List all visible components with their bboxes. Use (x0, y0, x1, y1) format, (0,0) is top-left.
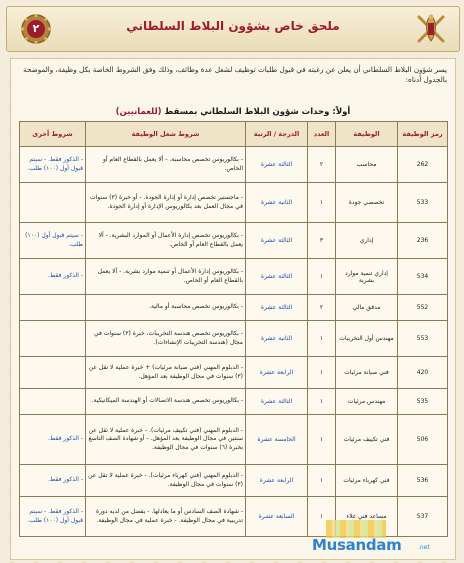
cell-grade: الثانية عشرة (246, 321, 308, 357)
cell-requirements: - بكالوريوس تخصص هندسة التخريبات، خبرة (٣) سنوات في مجال (هندسة التخريبات الإنشاءات). (86, 321, 246, 357)
table-row (20, 147, 448, 183)
cell-other: - الذكور فقط. (20, 259, 86, 295)
section-heading-text: أولاً: وحدات شؤون البلاط السلطاني بمسقط (164, 107, 351, 117)
cell-other: - سيتم قبول أول (١٠٠) طلب. (20, 223, 86, 259)
table-row (20, 183, 448, 223)
cell-job: فني كهرباء مرئيات (336, 465, 398, 497)
cell-requirements: - بكالوريوس تخصص محاسبة أو مالية. (86, 295, 246, 321)
cell-other (20, 357, 86, 389)
cell-count: ٣ (308, 223, 336, 259)
cell-count: ١ (308, 259, 336, 295)
cell-requirements: - الدبلوم المهني (فني صيانة مرئيات) + خبرة عملية لا تقل عن (٣) سنوات في مجال الوظيفة بعد المؤهل. (86, 357, 246, 389)
table-row (20, 295, 448, 321)
cell-count: ١ (308, 415, 336, 465)
header-banner (6, 6, 460, 52)
announcement-body (10, 58, 456, 560)
table-row (20, 415, 448, 465)
table-row (20, 321, 448, 357)
header-job: الوظيفة (336, 122, 398, 147)
cell-requirements: - بكالوريوس تخصص محاسبة. - ألا يعمل بالقطاع العام أو الخاص. (86, 147, 246, 183)
cell-code: 420 (398, 357, 448, 389)
cell-job: فني صيانة مرئيات (336, 357, 398, 389)
watermark-site: Musandam (312, 536, 402, 554)
cell-other: - الذكور فقط. (20, 465, 86, 497)
table-row (20, 465, 448, 497)
cell-code: 553 (398, 321, 448, 357)
section-heading (19, 107, 447, 117)
cell-grade: السابعة عشرة (246, 497, 308, 537)
cell-count: ٢ (308, 147, 336, 183)
cell-job: مساعد فني غلاء (336, 497, 398, 537)
cell-code: 536 (398, 465, 448, 497)
cell-requirements: - بكالوريوس تخصص هندسة الاتصالات أو الهندسة الميكانيكية. (86, 389, 246, 415)
cell-count: ١ (308, 357, 336, 389)
cell-code: 533 (398, 183, 448, 223)
cell-requirements: - الدبلوم المهني (فني تكييف مرئيات). - خبرة عملية لا تقل عن سنتين في مجال الوظيفة بعد المؤهل. - أو شهادة الصف التاسع بخبرة (٦) سنوات في مجال الوظيفة. (86, 415, 246, 465)
cell-job: إداري (336, 223, 398, 259)
cell-requirements: - الدبلوم المهني (فني كهرباء مرئيات). - خبرة عملية لا تقل عن (٣) سنوات في مجال الوظيفة. (86, 465, 246, 497)
header-count: العدد (308, 122, 336, 147)
cell-grade: الرابعة عشرة (246, 465, 308, 497)
table-row (20, 223, 448, 259)
header-code: رمز الوظيفة (398, 122, 448, 147)
cell-grade: الثالثة عشرة (246, 389, 308, 415)
table-header-row (20, 122, 448, 147)
cell-job: إداري تنمية موارد بشرية (336, 259, 398, 295)
cell-requirements: - شهادة الصف السادس أو ما يعادلها. - يفضل من لديه دورة تدريبية في مجال الوظيفة. - خبرة عملية في مجال الوظيفة. (86, 497, 246, 537)
cell-requirements: - ماجستير تخصص إدارة أو إدارة الجودة. - أو خبرة (٣) سنوات في مجال العمل بعد بكالوريوس الإدارة أو إدارة الجودة. (86, 183, 246, 223)
page-title: ملحق خاص بشؤون البلاط السلطاني (126, 19, 340, 33)
cell-count: ١ (308, 465, 336, 497)
cell-code: 236 (398, 223, 448, 259)
cell-job: محاسب (336, 147, 398, 183)
cell-other (20, 295, 86, 321)
watermark-suffix: .net (418, 544, 430, 551)
cell-code: 535 (398, 389, 448, 415)
cell-job: مهندس أول التخريبات (336, 321, 398, 357)
cell-grade: الخامسة عشرة (246, 415, 308, 465)
page-number: ٢ (32, 22, 40, 35)
header-grade: الدرجة / الرتبة (246, 122, 308, 147)
cell-other: - الذكور فقط. - سيتم قبول أول (١٠٠) طلب. (20, 147, 86, 183)
cell-code: 262 (398, 147, 448, 183)
cell-code: 506 (398, 415, 448, 465)
table-row (20, 389, 448, 415)
table-row (20, 259, 448, 295)
cell-job: تخصصي جودة (336, 183, 398, 223)
cell-count: ١ (308, 321, 336, 357)
cell-requirements: - بكالوريوس تخصص إدارة الأعمال أو الموارد البشرية. - ألا يعمل بالقطاع العام أو الخاص. (86, 223, 246, 259)
cell-code: 537 (398, 497, 448, 537)
cell-code: 552 (398, 295, 448, 321)
cell-other (20, 321, 86, 357)
cell-other: - الذكور فقط. - سيتم قبول أول (١٠٠) طلب. (20, 497, 86, 537)
cell-count: ٢ (308, 295, 336, 321)
cell-grade: الثالثة عشرة (246, 147, 308, 183)
header-requirements: شروط شغل الوظيفة (86, 122, 246, 147)
jobs-table (19, 121, 448, 537)
cell-requirements: - بكالوريوس إدارة الأعمال أو تنمية موارد بشرية. - ألا يعمل بالقطاع العام أو الخاص. (86, 259, 246, 295)
oman-emblem-icon (411, 11, 451, 47)
cell-grade: الثالثة عشرة (246, 223, 308, 259)
table-row (20, 357, 448, 389)
cell-code: 534 (398, 259, 448, 295)
cell-count: ١ (308, 497, 336, 537)
cell-job: مدقق مالي (336, 295, 398, 321)
cell-job: مهندس مرئيات (336, 389, 398, 415)
cell-other (20, 183, 86, 223)
cell-job: فني تكييف مرئيات (336, 415, 398, 465)
cell-count: ١ (308, 389, 336, 415)
section-heading-highlight: (للعمانيين) (115, 107, 162, 117)
header-other: شروط أخرى (20, 122, 86, 147)
cell-grade: الثالثة عشرة (246, 259, 308, 295)
cell-grade: الرابعة عشرة (246, 357, 308, 389)
cell-other (20, 389, 86, 415)
page-number-badge (19, 13, 53, 45)
cell-grade: الثالثة عشرة (246, 295, 308, 321)
intro-paragraph: يسر شؤون البلاط السلطاني أن يعلن عن رغبته في قبول طلبات توظيف لشغل عدة وظائف، وذلك وفق الشروط الخاصة بكل وظيفة، والموضحة بالجدول أدناه: (23, 65, 447, 84)
cell-count: ١ (308, 183, 336, 223)
cell-grade: الثانية عشرة (246, 183, 308, 223)
cell-other: - الذكور فقط. (20, 415, 86, 465)
site-watermark (306, 520, 456, 560)
